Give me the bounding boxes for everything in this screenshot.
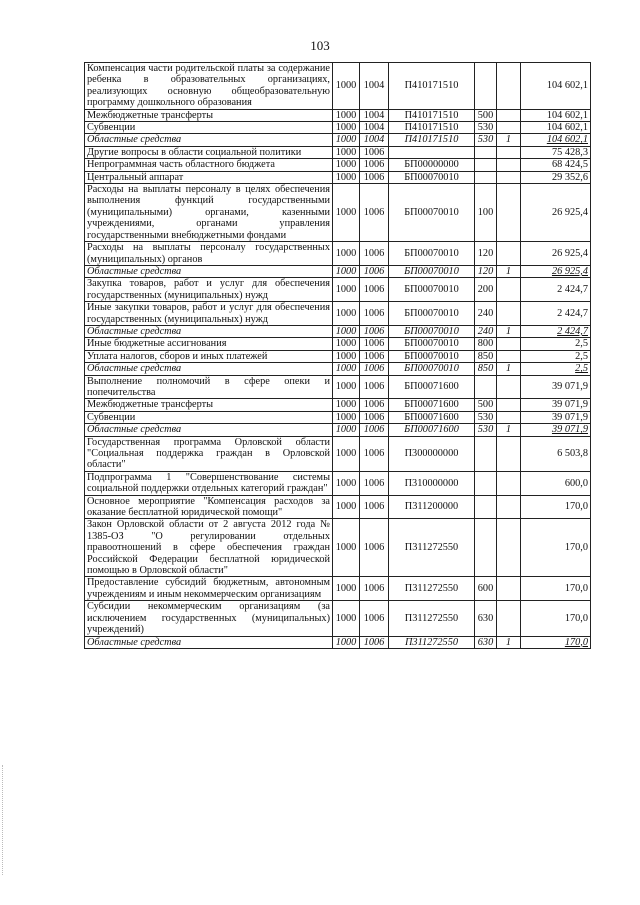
- table-row: [85, 577, 591, 601]
- row-expense-type: 850: [475, 363, 497, 375]
- row-funding-source: [497, 375, 521, 399]
- row-subsection: 1006: [360, 375, 389, 399]
- row-funding-source: 1: [497, 134, 521, 146]
- row-name: Расходы на выплаты персоналу государственных (муниципальных) органов: [85, 242, 333, 266]
- row-target-code: БП00070010: [389, 363, 475, 375]
- row-funding-source: [497, 171, 521, 183]
- row-target-code: БП00070010: [389, 350, 475, 362]
- row-expense-type: [475, 159, 497, 171]
- table-row: [85, 399, 591, 411]
- row-section: 1000: [333, 375, 360, 399]
- row-amount: 104 602,1: [521, 122, 591, 134]
- row-amount: 104 602,1: [521, 63, 591, 110]
- row-name: Иные бюджетные ассигнования: [85, 338, 333, 350]
- table-row: [85, 63, 591, 110]
- row-expense-type: [475, 171, 497, 183]
- row-funding-source: 1: [497, 636, 521, 648]
- row-subsection: 1006: [360, 302, 389, 326]
- row-amount: 170,0: [521, 577, 591, 601]
- row-target-code: БП00000000: [389, 159, 475, 171]
- row-target-code: БП00070010: [389, 265, 475, 277]
- row-section: 1000: [333, 159, 360, 171]
- row-funding-source: 1: [497, 325, 521, 337]
- row-target-code: П300000000: [389, 436, 475, 471]
- row-section: 1000: [333, 109, 360, 121]
- row-section: 1000: [333, 424, 360, 436]
- row-section: 1000: [333, 411, 360, 423]
- row-name: Областные средства: [85, 424, 333, 436]
- row-expense-type: 530: [475, 411, 497, 423]
- row-funding-source: [497, 577, 521, 601]
- table-row: [85, 375, 591, 399]
- row-expense-type: 120: [475, 265, 497, 277]
- table-row: [85, 122, 591, 134]
- row-section: 1000: [333, 399, 360, 411]
- row-section: 1000: [333, 325, 360, 337]
- row-amount: 26 925,4: [521, 242, 591, 266]
- row-amount: 26 925,4: [521, 265, 591, 277]
- table-row: [85, 471, 591, 495]
- row-funding-source: [497, 495, 521, 519]
- row-section: 1000: [333, 436, 360, 471]
- row-subsection: 1006: [360, 399, 389, 411]
- table-row: [85, 636, 591, 648]
- row-target-code: П410171510: [389, 134, 475, 146]
- row-section: 1000: [333, 577, 360, 601]
- row-subsection: 1006: [360, 601, 389, 636]
- row-amount: 39 071,9: [521, 424, 591, 436]
- row-subsection: 1006: [360, 242, 389, 266]
- row-subsection: 1006: [360, 411, 389, 423]
- table-row: [85, 302, 591, 326]
- row-name: Областные средства: [85, 636, 333, 648]
- row-section: 1000: [333, 302, 360, 326]
- row-funding-source: [497, 109, 521, 121]
- table-row: [85, 363, 591, 375]
- row-funding-source: [497, 338, 521, 350]
- row-amount: 170,0: [521, 495, 591, 519]
- row-target-code: БП00071600: [389, 375, 475, 399]
- row-name: Областные средства: [85, 265, 333, 277]
- row-section: 1000: [333, 242, 360, 266]
- row-expense-type: 630: [475, 601, 497, 636]
- row-amount: 170,0: [521, 519, 591, 577]
- row-subsection: 1006: [360, 159, 389, 171]
- row-section: 1000: [333, 184, 360, 242]
- row-section: 1000: [333, 495, 360, 519]
- row-name: Подпрограмма 1 "Совершенствование системы социальной поддержки отдельных категорий граждан": [85, 471, 333, 495]
- table-row: [85, 109, 591, 121]
- row-target-code: П310000000: [389, 471, 475, 495]
- row-funding-source: [497, 146, 521, 158]
- row-expense-type: [475, 471, 497, 495]
- row-amount: 75 428,3: [521, 146, 591, 158]
- row-subsection: 1006: [360, 265, 389, 277]
- row-amount: 2 424,7: [521, 325, 591, 337]
- row-target-code: [389, 146, 475, 158]
- row-funding-source: [497, 601, 521, 636]
- row-name: Компенсация части родительской платы за содержание ребенка в образовательных организациях, реализующих основную общеобразовательную программу дошкольного образования: [85, 63, 333, 110]
- row-section: 1000: [333, 519, 360, 577]
- row-section: 1000: [333, 471, 360, 495]
- row-expense-type: [475, 146, 497, 158]
- row-target-code: БП00070010: [389, 278, 475, 302]
- row-target-code: БП00071600: [389, 411, 475, 423]
- row-section: 1000: [333, 63, 360, 110]
- row-expense-type: [475, 63, 497, 110]
- row-name: Субсидии некоммерческим организациям (за исключением государственных (муниципальных) учреждений): [85, 601, 333, 636]
- row-target-code: БП00070010: [389, 338, 475, 350]
- row-amount: 2,5: [521, 350, 591, 362]
- row-funding-source: [497, 184, 521, 242]
- row-amount: 39 071,9: [521, 399, 591, 411]
- row-name: Межбюджетные трансферты: [85, 109, 333, 121]
- row-expense-type: [475, 436, 497, 471]
- row-funding-source: 1: [497, 265, 521, 277]
- row-name: Государственная программа Орловской области "Социальная поддержка граждан в Орловской области": [85, 436, 333, 471]
- row-target-code: П410171510: [389, 109, 475, 121]
- row-target-code: БП00070010: [389, 302, 475, 326]
- table-row: [85, 424, 591, 436]
- row-target-code: БП00071600: [389, 424, 475, 436]
- row-expense-type: 600: [475, 577, 497, 601]
- row-target-code: БП00070010: [389, 325, 475, 337]
- row-name: Центральный аппарат: [85, 171, 333, 183]
- row-target-code: П311272550: [389, 636, 475, 648]
- row-expense-type: 530: [475, 424, 497, 436]
- row-expense-type: 200: [475, 278, 497, 302]
- budget-table: [84, 62, 591, 649]
- table-row: [85, 325, 591, 337]
- row-funding-source: [497, 242, 521, 266]
- row-name: Выполнение полномочий в сфере опеки и попечительства: [85, 375, 333, 399]
- row-subsection: 1006: [360, 350, 389, 362]
- row-expense-type: 530: [475, 134, 497, 146]
- table-row: [85, 278, 591, 302]
- row-target-code: БП00071600: [389, 399, 475, 411]
- row-expense-type: [475, 375, 497, 399]
- row-section: 1000: [333, 601, 360, 636]
- row-section: 1000: [333, 265, 360, 277]
- row-expense-type: 100: [475, 184, 497, 242]
- row-name: Субвенции: [85, 411, 333, 423]
- row-expense-type: [475, 495, 497, 519]
- row-expense-type: 120: [475, 242, 497, 266]
- row-subsection: 1004: [360, 109, 389, 121]
- row-name: Закон Орловской области от 2 августа 2012 года № 1385-ОЗ "О регулировании отдельных правоотношений в сфере обеспечения граждан Российской Федерации бесплатной юридической помощью в Орловской области": [85, 519, 333, 577]
- row-subsection: 1006: [360, 636, 389, 648]
- row-section: 1000: [333, 338, 360, 350]
- row-name: Основное мероприятие "Компенсация расходов за оказание бесплатной юридической помощи": [85, 495, 333, 519]
- row-amount: 26 925,4: [521, 184, 591, 242]
- row-funding-source: [497, 436, 521, 471]
- row-subsection: 1006: [360, 325, 389, 337]
- table-row: [85, 411, 591, 423]
- row-name: Областные средства: [85, 325, 333, 337]
- row-funding-source: [497, 519, 521, 577]
- row-name: Непрограммная часть областного бюджета: [85, 159, 333, 171]
- table-row: [85, 184, 591, 242]
- row-funding-source: [497, 471, 521, 495]
- row-subsection: 1006: [360, 278, 389, 302]
- table-row: [85, 134, 591, 146]
- row-section: 1000: [333, 363, 360, 375]
- row-expense-type: [475, 519, 497, 577]
- row-subsection: 1006: [360, 577, 389, 601]
- row-funding-source: [497, 350, 521, 362]
- row-funding-source: [497, 278, 521, 302]
- table-row: [85, 436, 591, 471]
- row-section: 1000: [333, 122, 360, 134]
- row-section: 1000: [333, 278, 360, 302]
- row-amount: 170,0: [521, 636, 591, 648]
- row-name: Предоставление субсидий бюджетным, автономным учреждениям и иным некоммерческим организациям: [85, 577, 333, 601]
- row-target-code: П311272550: [389, 601, 475, 636]
- row-funding-source: [497, 122, 521, 134]
- row-expense-type: 800: [475, 338, 497, 350]
- row-name: Расходы на выплаты персоналу в целях обеспечения выполнения функций государственными (муниципальными) органами, казенными учреждениями, органами управления государственными внебюджетными фондами: [85, 184, 333, 242]
- row-name: Областные средства: [85, 134, 333, 146]
- table-row: [85, 495, 591, 519]
- row-amount: 2 424,7: [521, 302, 591, 326]
- row-funding-source: 1: [497, 424, 521, 436]
- row-subsection: 1006: [360, 519, 389, 577]
- table-row: [85, 519, 591, 577]
- row-section: 1000: [333, 171, 360, 183]
- row-amount: 2,5: [521, 338, 591, 350]
- row-amount: 39 071,9: [521, 375, 591, 399]
- row-subsection: 1006: [360, 338, 389, 350]
- row-subsection: 1006: [360, 471, 389, 495]
- row-funding-source: [497, 399, 521, 411]
- row-funding-source: [497, 302, 521, 326]
- row-amount: 6 503,8: [521, 436, 591, 471]
- row-expense-type: 500: [475, 109, 497, 121]
- table-row: [85, 171, 591, 183]
- row-funding-source: [497, 411, 521, 423]
- row-name: Областные средства: [85, 363, 333, 375]
- row-amount: 170,0: [521, 601, 591, 636]
- row-amount: 2,5: [521, 363, 591, 375]
- row-target-code: П410171510: [389, 122, 475, 134]
- row-target-code: П311200000: [389, 495, 475, 519]
- table-row: [85, 159, 591, 171]
- table-row: [85, 242, 591, 266]
- row-section: 1000: [333, 636, 360, 648]
- row-section: 1000: [333, 350, 360, 362]
- table-row: [85, 350, 591, 362]
- row-target-code: БП00070010: [389, 171, 475, 183]
- row-name: Межбюджетные трансферты: [85, 399, 333, 411]
- row-amount: 104 602,1: [521, 134, 591, 146]
- table-row: [85, 338, 591, 350]
- row-funding-source: [497, 63, 521, 110]
- row-amount: 2 424,7: [521, 278, 591, 302]
- row-name: Закупка товаров, работ и услуг для обеспечения государственных (муниципальных) нужд: [85, 278, 333, 302]
- table-row: [85, 265, 591, 277]
- row-section: 1000: [333, 146, 360, 158]
- row-subsection: 1004: [360, 134, 389, 146]
- row-expense-type: 630: [475, 636, 497, 648]
- row-expense-type: 240: [475, 325, 497, 337]
- row-amount: 600,0: [521, 471, 591, 495]
- table-row: [85, 146, 591, 158]
- row-amount: 39 071,9: [521, 411, 591, 423]
- margin-mark: [2, 765, 7, 875]
- page-number: 103: [310, 38, 330, 53]
- row-target-code: П410171510: [389, 63, 475, 110]
- row-subsection: 1004: [360, 122, 389, 134]
- row-name: Иные закупки товаров, работ и услуг для обеспечения государственных (муниципальных) нужд: [85, 302, 333, 326]
- row-expense-type: 530: [475, 122, 497, 134]
- row-name: Субвенции: [85, 122, 333, 134]
- row-expense-type: 240: [475, 302, 497, 326]
- row-subsection: 1006: [360, 184, 389, 242]
- row-name: Другие вопросы в области социальной политики: [85, 146, 333, 158]
- row-subsection: 1006: [360, 171, 389, 183]
- row-funding-source: 1: [497, 363, 521, 375]
- row-subsection: 1006: [360, 436, 389, 471]
- row-target-code: БП00070010: [389, 184, 475, 242]
- row-subsection: 1006: [360, 146, 389, 158]
- row-target-code: БП00070010: [389, 242, 475, 266]
- row-target-code: П311272550: [389, 577, 475, 601]
- row-subsection: 1006: [360, 363, 389, 375]
- budget-table-body: [85, 63, 591, 649]
- row-amount: 104 602,1: [521, 109, 591, 121]
- row-amount: 29 352,6: [521, 171, 591, 183]
- row-target-code: П311272550: [389, 519, 475, 577]
- row-name: Уплата налогов, сборов и иных платежей: [85, 350, 333, 362]
- table-row: [85, 601, 591, 636]
- row-expense-type: 850: [475, 350, 497, 362]
- row-section: 1000: [333, 134, 360, 146]
- row-amount: 68 424,5: [521, 159, 591, 171]
- row-expense-type: 500: [475, 399, 497, 411]
- row-funding-source: [497, 159, 521, 171]
- row-subsection: 1004: [360, 63, 389, 110]
- row-subsection: 1006: [360, 424, 389, 436]
- row-subsection: 1006: [360, 495, 389, 519]
